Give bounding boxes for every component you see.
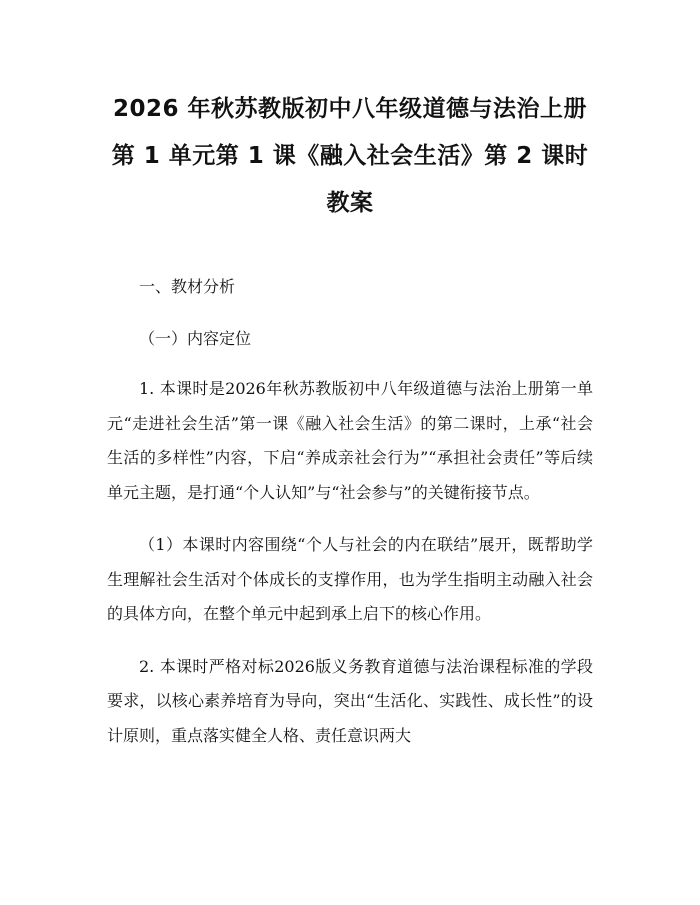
section-heading: 一、教材分析 (139, 277, 236, 296)
title-line-2: 第 1 单元第 1 课《融入社会生活》第 2 课时 (111, 143, 589, 169)
paragraph-3: 2. 本课时严格对标2026版义务教育道德与法治课程标准的学段要求，以核心素养培育为导向，突出“生活化、实践性、成长性”的设计原则，重点落实健全人格、责任意识两大 (107, 656, 593, 745)
title-line-3: 教案 (326, 190, 374, 216)
title-line-1: 2026 年秋苏教版初中八年级道德与法治上册 (112, 96, 588, 122)
paragraph-1: 1. 本课时是2026年秋苏教版初中八年级道德与法治上册第一单元“走进社会生活”第一课《融入社会生活》的第二课时，上承“社会生活的多样性”内容，下启“养成亲社会行为”“承担社会责任”等后续单元主题，是打通“个人认知”与“社会参与”的关键衔接节点。 (107, 379, 593, 502)
document-title (107, 86, 593, 227)
subsection-heading: （一）内容定位 (139, 329, 252, 348)
paragraph-2: （1）本课时内容围绕“个人与社会的内在联结”展开，既帮助学生理解社会生活对个体成长的支撑作用，也为学生指明主动融入社会的具体方向，在整个单元中起到承上启下的核心作用。 (107, 535, 593, 623)
